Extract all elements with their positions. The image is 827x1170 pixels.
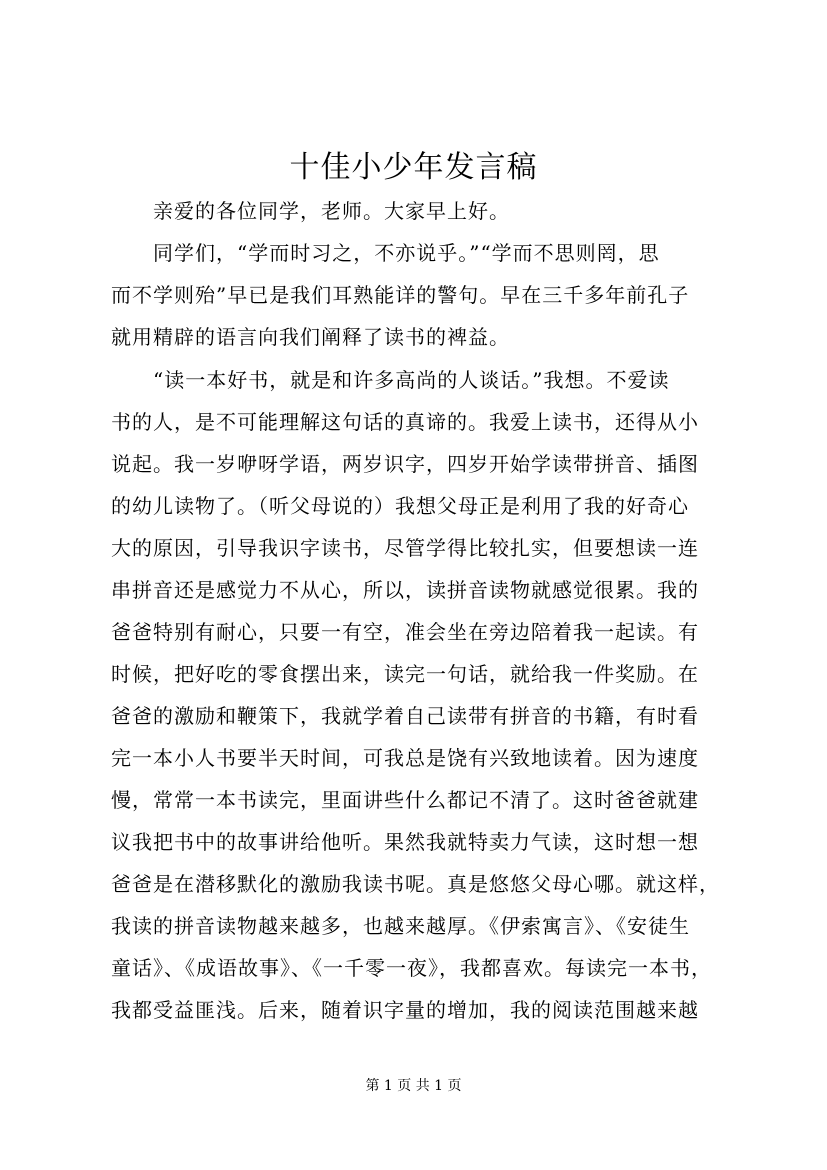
body-line-4: 就用精辟的语言向我们阐释了读书的裨益。: [111, 325, 510, 349]
body-line-9: 大的原因，引导我识字读书，尽管学得比较扎实，但要想读一连: [111, 536, 699, 560]
body-line-6: 书的人，是不可能理解这句话的真谛的。我爱上读书，还得从小: [111, 410, 699, 434]
body-line-14: 完一本小人书要半天时间，可我总是饶有兴致地读着。因为速度: [111, 746, 699, 770]
body-line-5: “读一本好书，就是和许多高尚的人谈话。”我想。不爱读: [111, 368, 670, 392]
body-line-18: 我读的拼音读物越来越多，也越来越厚。《伊索寓言》、《安徒生: [111, 914, 690, 938]
body-line-1: 亲爱的各位同学，老师。大家早上好。: [111, 199, 510, 223]
body-line-3: 而不学则殆”早已是我们耳熟能详的警句。早在三千多年前孔子: [111, 283, 690, 307]
body-line-15: 慢，常常一本书读完，里面讲些什么都记不清了。这时爸爸就建: [111, 788, 699, 812]
body-line-8: 的幼儿读物了。（听父母说的）我想父母正是利用了我的好奇心: [111, 494, 689, 518]
body-line-19: 童话》、《成语故事》、《一千零一夜》，我都喜欢。每读完一本书，: [111, 956, 712, 980]
body-line-12: 时候，把好吃的零食摆出来，读完一句话，就给我一件奖励。在: [111, 662, 699, 686]
body-line-10: 串拼音还是感觉力不从心，所以，读拼音读物就感觉很累。我的: [111, 578, 699, 602]
body-line-17: 爸爸是在潜移默化的激励我读书呢。真是悠悠父母心哪。就这样，: [111, 872, 720, 896]
page-number-footer: 第 1 页 共 1 页: [365, 1078, 462, 1094]
body-line-7: 说起。我一岁咿呀学语，两岁识字，四岁开始学读带拼音、插图: [111, 452, 699, 476]
body-line-11: 爸爸特别有耐心，只要一有空，准会坐在旁边陪着我一起读。有: [111, 620, 699, 644]
body-line-20: 我都受益匪浅。后来，随着识字量的增加，我的阅读范围越来越: [111, 998, 699, 1022]
body-line-16: 议我把书中的故事讲给他听。果然我就特卖力气读，这时想一想: [111, 830, 699, 854]
body-line-2: 同学们，“学而时习之，不亦说乎。”“学而不思则罔，思: [111, 241, 660, 265]
document-title: 十佳小少年发言稿: [289, 150, 538, 185]
body-line-13: 爸爸的激励和鞭策下，我就学着自己读带有拼音的书籍，有时看: [111, 704, 699, 728]
